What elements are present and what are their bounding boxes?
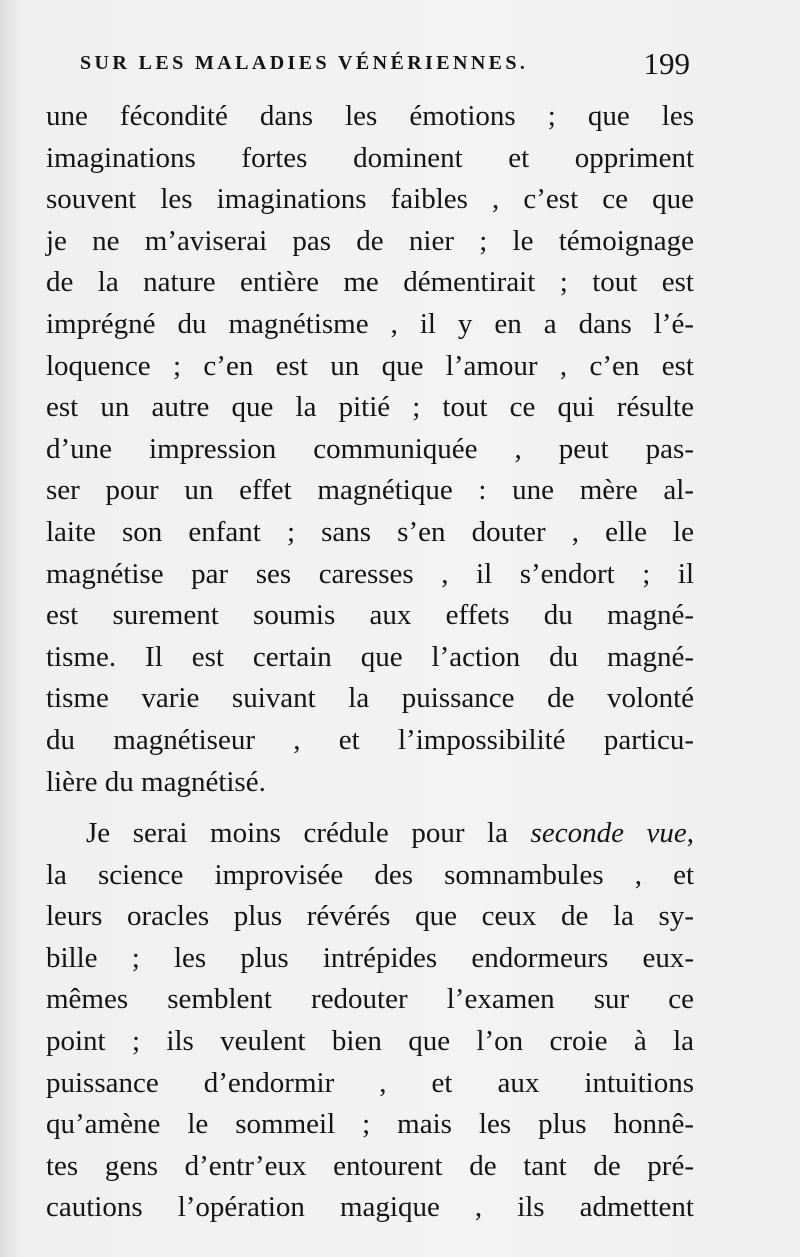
page-header bbox=[80, 46, 690, 86]
page-number: 199 bbox=[643, 46, 690, 81]
text-line: je ne m’aviserai pas de nier ; le témoignage bbox=[46, 224, 694, 257]
paragraph-2 bbox=[46, 813, 694, 1229]
text-line: ser pour un effet magnétique : une mère al- bbox=[46, 474, 694, 507]
body-text bbox=[46, 96, 694, 1229]
text-line: qu’amène le sommeil ; mais les plus honnê- bbox=[46, 1108, 694, 1141]
text-line: imprégné du magnétisme , il y en a dans l’é- bbox=[46, 307, 694, 340]
text-line: cautions l’opération magique , ils admettent bbox=[46, 1191, 694, 1224]
italic-phrase: seconde vue bbox=[530, 817, 687, 850]
text-line: laite son enfant ; sans s’en douter , elle le bbox=[46, 515, 694, 548]
text-line: la science improvisée des somnambules , et bbox=[46, 858, 694, 891]
text-line: point ; ils veulent bien que l’on croie à la bbox=[46, 1025, 694, 1058]
text-line: du magnétiseur , et l’impossibilité particu- bbox=[46, 723, 694, 756]
text-line: est surement soumis aux effets du magné- bbox=[46, 599, 694, 632]
text-line: magnétise par ses caresses , il s’endort ; il bbox=[46, 557, 694, 590]
text-line: de la nature entière me démentirait ; tout est bbox=[46, 266, 694, 299]
text-line-first bbox=[46, 813, 694, 855]
text-line: tes gens d’entr’eux entourent de tant de pré- bbox=[46, 1149, 694, 1182]
text-line: loquence ; c’en est un que l’amour , c’en est bbox=[46, 349, 694, 382]
text-segment: , bbox=[686, 817, 694, 850]
text-line: tisme. Il est certain que l’action du magné- bbox=[46, 640, 694, 673]
text-line: mêmes semblent redouter l’examen sur ce bbox=[46, 983, 694, 1016]
text-line: puissance d’endormir , et aux intuitions bbox=[46, 1066, 694, 1099]
text-line: leurs oracles plus révérés que ceux de la sy- bbox=[46, 900, 694, 933]
text-line: tisme varie suivant la puissance de volonté bbox=[46, 682, 694, 715]
paragraph-gap bbox=[46, 803, 694, 813]
text-line: est un autre que la pitié ; tout ce qui résulte bbox=[46, 391, 694, 424]
running-head: SUR LES MALADIES VÉNÉRIENNES. bbox=[80, 52, 529, 74]
text-line: lière du magnétisé. bbox=[46, 765, 266, 798]
paragraph-1 bbox=[46, 96, 694, 803]
text-line: bille ; les plus intrépides endormeurs eux- bbox=[46, 941, 694, 974]
text-line: souvent les imaginations faibles , c’est ce que bbox=[46, 183, 694, 216]
text-line: une fécondité dans les émotions ; que les bbox=[46, 100, 694, 132]
text-line: imaginations fortes dominent et oppriment bbox=[46, 141, 694, 174]
text-line: d’une impression communiquée , peut pas- bbox=[46, 432, 694, 465]
text-segment: Je serai moins crédule pour la bbox=[86, 817, 531, 850]
